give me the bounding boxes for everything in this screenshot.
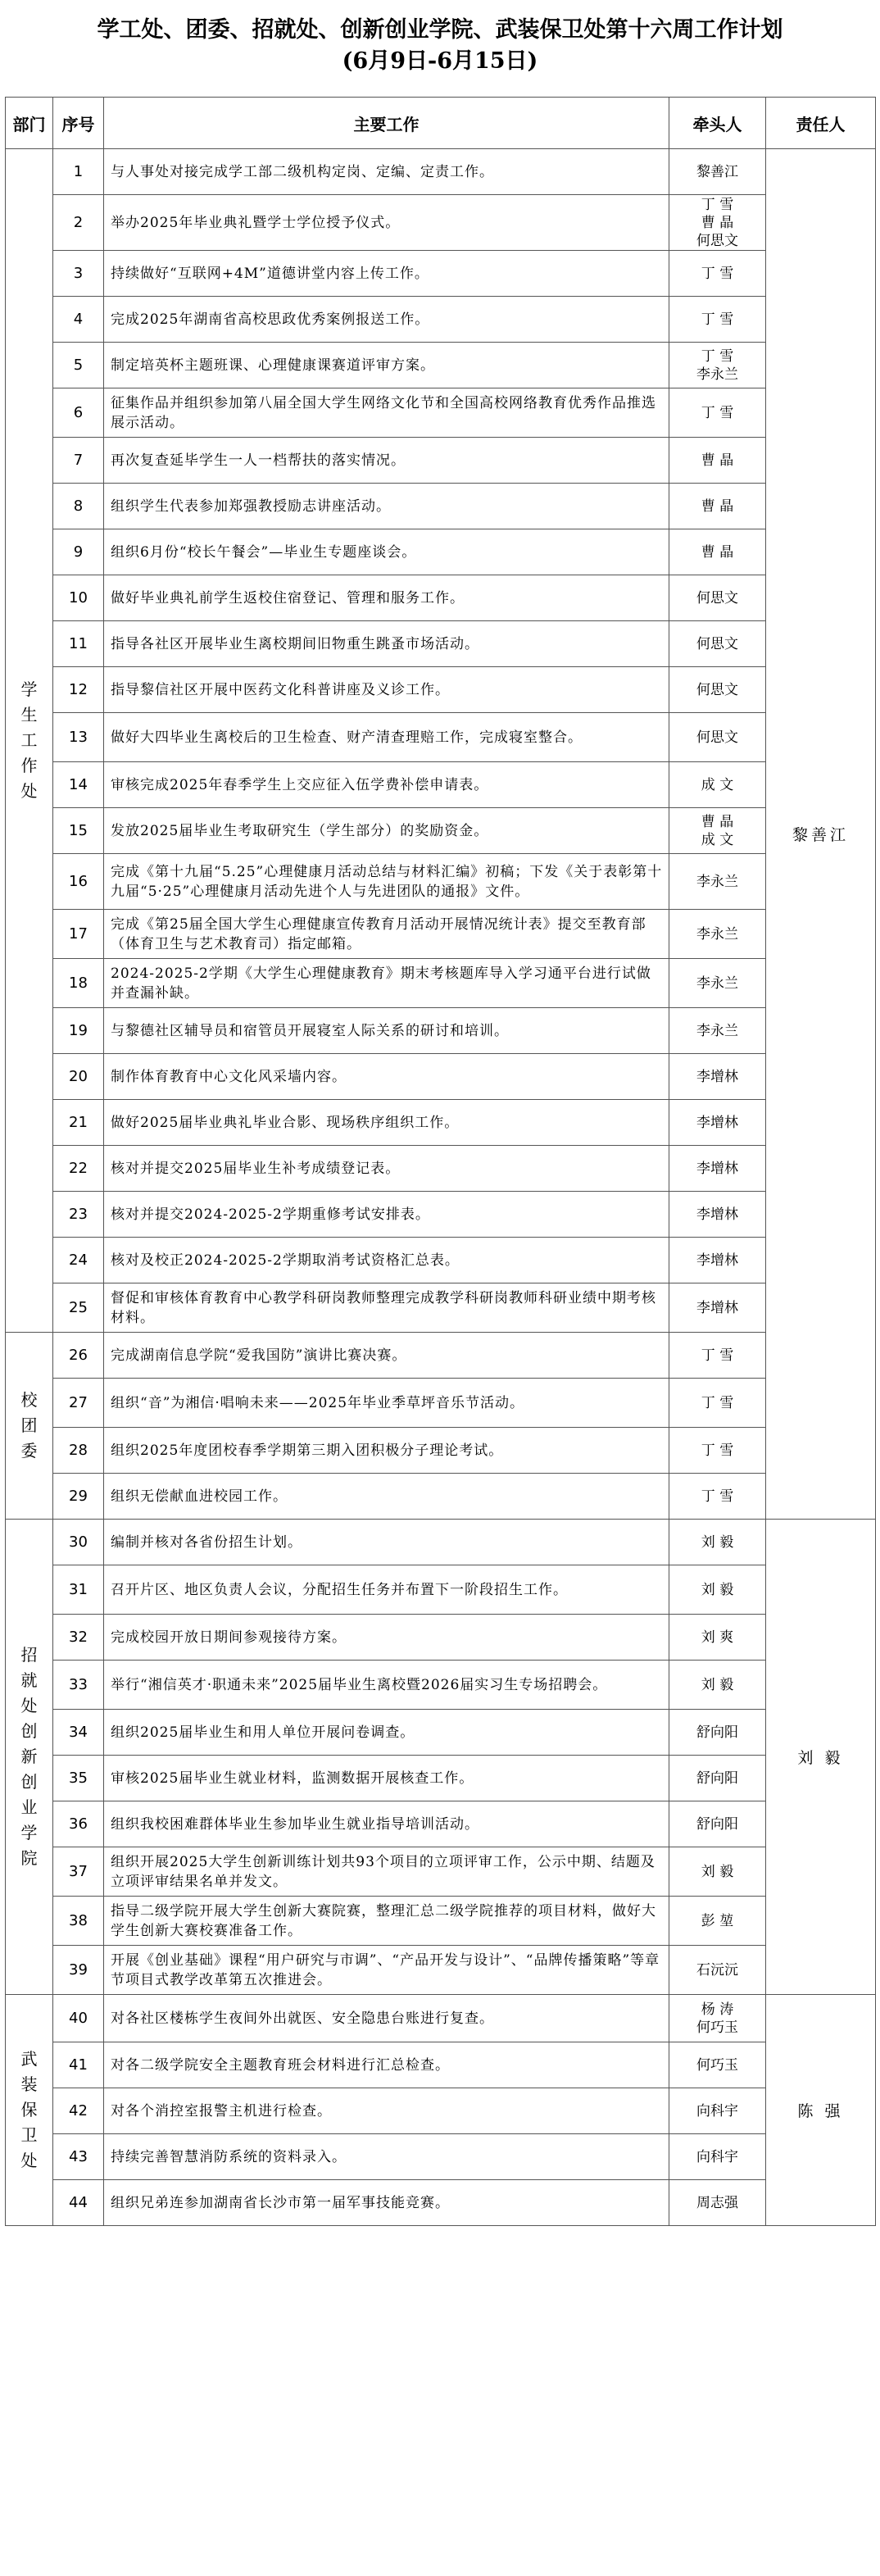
- row-number: 26: [53, 1333, 104, 1379]
- row-number: 3: [53, 251, 104, 297]
- task-text: 核对及校正2024-2025-2学期取消考试资格汇总表。: [104, 1238, 669, 1283]
- task-text: 指导黎信社区开展中医药文化科普讲座及义诊工作。: [104, 667, 669, 713]
- row-number: 13: [53, 713, 104, 762]
- row-number: 19: [53, 1008, 104, 1054]
- lead-person: 刘 毅: [669, 1520, 766, 1565]
- lead-person: 丁 雪: [669, 1428, 766, 1474]
- row-number: 30: [53, 1520, 104, 1565]
- task-text: 组织2025届毕业生和用人单位开展问卷调查。: [104, 1710, 669, 1756]
- row-number: 1: [53, 149, 104, 195]
- lead-person: 李永兰: [669, 910, 766, 959]
- row-number: 43: [53, 2134, 104, 2180]
- row-number: 36: [53, 1801, 104, 1847]
- row-number: 11: [53, 621, 104, 667]
- row-number: 2: [53, 195, 104, 251]
- task-text: 征集作品并组织参加第八届全国大学生网络文化节和全国高校网络教育优秀作品推选展示活动。: [104, 388, 669, 438]
- table-row: [6, 251, 876, 297]
- table-header-row: [6, 98, 876, 149]
- table-row: [6, 1238, 876, 1283]
- table-row: [6, 297, 876, 343]
- row-number: 40: [53, 1995, 104, 2042]
- table-row: [6, 388, 876, 438]
- lead-person: 丁 雪 李永兰: [669, 343, 766, 388]
- row-number: 32: [53, 1615, 104, 1661]
- table-row: [6, 1333, 876, 1379]
- responsible-person: 刘 毅: [766, 1520, 876, 1995]
- task-text: 2024-2025-2学期《大学生心理健康教育》期末考核题库导入学习通平台进行试做并查漏补缺。: [104, 959, 669, 1008]
- lead-person: 何巧玉: [669, 2042, 766, 2088]
- header-task: 主要工作: [104, 98, 669, 149]
- page-subtitle: (6月9日-6月15日): [342, 48, 538, 74]
- lead-person: 李增林: [669, 1238, 766, 1283]
- row-number: 20: [53, 1054, 104, 1100]
- page-title: 学工处、团委、招就处、创新创业学院、武装保卫处第十六周工作计划: [97, 17, 783, 43]
- table-row: [6, 1379, 876, 1428]
- row-number: 14: [53, 762, 104, 808]
- row-number: 7: [53, 438, 104, 484]
- table-row: [6, 484, 876, 529]
- row-number: 33: [53, 1661, 104, 1710]
- row-number: 15: [53, 808, 104, 854]
- lead-person: 刘 毅: [669, 1565, 766, 1615]
- task-text: 完成《第十九届“5.25”心理健康月活动总结与材料汇编》初稿；下发《关于表彰第十九届“5·25”心理健康月活动先进个人与先进团队的通报》文件。: [104, 854, 669, 910]
- task-text: 与黎德社区辅导员和宿管员开展寝室人际关系的研讨和培训。: [104, 1008, 669, 1054]
- table-row: [6, 438, 876, 484]
- row-number: 12: [53, 667, 104, 713]
- lead-person: 向科宇: [669, 2088, 766, 2134]
- lead-person: 成 文: [669, 762, 766, 808]
- lead-person: 李增林: [669, 1054, 766, 1100]
- task-text: 指导二级学院开展大学生创新大赛院赛，整理汇总二级学院推荐的项目材料，做好大学生创新大赛校赛准备工作。: [104, 1897, 669, 1946]
- lead-person: 丁 雪: [669, 1379, 766, 1428]
- table-row: [6, 195, 876, 251]
- task-text: 核对并提交2025届毕业生补考成绩登记表。: [104, 1146, 669, 1192]
- table-row: [6, 2180, 876, 2226]
- table-row: [6, 529, 876, 575]
- table-row: [6, 2134, 876, 2180]
- task-text: 指导各社区开展毕业生离校期间旧物重生跳蚤市场活动。: [104, 621, 669, 667]
- task-text: 组织6月份“校长午餐会”—毕业生专题座谈会。: [104, 529, 669, 575]
- lead-person: 舒向阳: [669, 1756, 766, 1801]
- lead-person: 杨 涛 何巧玉: [669, 1995, 766, 2042]
- table-row: [6, 1756, 876, 1801]
- task-text: 完成校园开放日期间参观接待方案。: [104, 1615, 669, 1661]
- row-number: 17: [53, 910, 104, 959]
- table-row: [6, 1008, 876, 1054]
- dept-label: 校团委: [20, 1390, 38, 1461]
- dept-label: 武装保卫处: [20, 2049, 38, 2170]
- lead-person: 周志强: [669, 2180, 766, 2226]
- row-number: 22: [53, 1146, 104, 1192]
- table-row: [6, 1661, 876, 1710]
- table-row: [6, 1847, 876, 1897]
- task-text: 持续完善智慧消防系统的资料录入。: [104, 2134, 669, 2180]
- table-row: [6, 713, 876, 762]
- table-body: [6, 149, 876, 2226]
- task-text: 组织开展2025大学生创新训练计划共93个项目的立项评审工作，公示中期、结题及立项评审结果名单并发文。: [104, 1847, 669, 1897]
- dept-cell: [6, 1995, 53, 2226]
- row-number: 41: [53, 2042, 104, 2088]
- dept-cell: [6, 1520, 53, 1995]
- dept-cell: [6, 1333, 53, 1520]
- lead-person: 丁 雪: [669, 1474, 766, 1520]
- table-row: [6, 575, 876, 621]
- row-number: 28: [53, 1428, 104, 1474]
- task-text: 审核完成2025年春季学生上交应征入伍学费补偿申请表。: [104, 762, 669, 808]
- task-text: 组织“音”为湘信·唱响未来——2025年毕业季草坪音乐节活动。: [104, 1379, 669, 1428]
- table-row: [6, 1946, 876, 1995]
- task-text: 召开片区、地区负责人会议，分配招生任务并布置下一阶段招生工作。: [104, 1565, 669, 1615]
- row-number: 25: [53, 1283, 104, 1333]
- table-row: [6, 1054, 876, 1100]
- lead-person: 李永兰: [669, 959, 766, 1008]
- task-text: 与人事处对接完成学工部二级机构定岗、定编、定责工作。: [104, 149, 669, 195]
- table-row: [6, 1897, 876, 1946]
- row-number: 9: [53, 529, 104, 575]
- table-row: [6, 1565, 876, 1615]
- row-number: 31: [53, 1565, 104, 1615]
- table-row: [6, 808, 876, 854]
- lead-person: 丁 雪: [669, 388, 766, 438]
- task-text: 编制并核对各省份招生计划。: [104, 1520, 669, 1565]
- table-row: [6, 2042, 876, 2088]
- row-number: 4: [53, 297, 104, 343]
- lead-person: 李增林: [669, 1146, 766, 1192]
- dept-label: 招就处创新创业学院: [20, 1645, 38, 1868]
- lead-person: 向科宇: [669, 2134, 766, 2180]
- task-text: 核对并提交2024-2025-2学期重修考试安排表。: [104, 1192, 669, 1238]
- task-text: 完成湖南信息学院“爱我国防”演讲比赛决赛。: [104, 1333, 669, 1379]
- lead-person: 丁 雪: [669, 251, 766, 297]
- table-row: [6, 762, 876, 808]
- lead-person: 舒向阳: [669, 1710, 766, 1756]
- row-number: 23: [53, 1192, 104, 1238]
- lead-person: 曹 晶: [669, 529, 766, 575]
- row-number: 39: [53, 1946, 104, 1995]
- dept-label: 学生工作处: [20, 679, 38, 801]
- row-number: 29: [53, 1474, 104, 1520]
- lead-person: 何思文: [669, 621, 766, 667]
- task-text: 完成《第25届全国大学生心理健康宣传教育月活动开展情况统计表》提交至教育部（体育卫生与艺术教育司）指定邮箱。: [104, 910, 669, 959]
- lead-person: 何思文: [669, 575, 766, 621]
- table-row: [6, 2088, 876, 2134]
- task-text: 组织学生代表参加郑强教授励志讲座活动。: [104, 484, 669, 529]
- task-text: 举行“湘信英才·职通未来”2025届毕业生离校暨2026届实习生专场招聘会。: [104, 1661, 669, 1710]
- lead-person: 李增林: [669, 1100, 766, 1146]
- lead-person: 何思文: [669, 667, 766, 713]
- row-number: 8: [53, 484, 104, 529]
- task-text: 制作体育教育中心文化风采墙内容。: [104, 1054, 669, 1100]
- lead-person: 丁 雪 曹 晶 何思文: [669, 195, 766, 251]
- row-number: 6: [53, 388, 104, 438]
- lead-person: 曹 晶 成 文: [669, 808, 766, 854]
- header-dept: 部门: [6, 98, 53, 149]
- row-number: 16: [53, 854, 104, 910]
- task-text: 发放2025届毕业生考取研究生（学生部分）的奖励资金。: [104, 808, 669, 854]
- table-row: [6, 667, 876, 713]
- lead-person: 何思文: [669, 713, 766, 762]
- task-text: 对各社区楼栋学生夜间外出就医、安全隐患台账进行复查。: [104, 1995, 669, 2042]
- table-row: [6, 959, 876, 1008]
- task-text: 组织我校困难群体毕业生参加毕业生就业指导培训活动。: [104, 1801, 669, 1847]
- task-text: 持续做好“互联网+4M”道德讲堂内容上传工作。: [104, 251, 669, 297]
- lead-person: 曹 晶: [669, 438, 766, 484]
- lead-person: 黎善江: [669, 149, 766, 195]
- task-text: 对各个消控室报警主机进行检查。: [104, 2088, 669, 2134]
- lead-person: 舒向阳: [669, 1801, 766, 1847]
- task-text: 组织2025年度团校春季学期第三期入团积极分子理论考试。: [104, 1428, 669, 1474]
- row-number: 38: [53, 1897, 104, 1946]
- row-number: 34: [53, 1710, 104, 1756]
- row-number: 37: [53, 1847, 104, 1897]
- row-number: 5: [53, 343, 104, 388]
- task-text: 制定培英杯主题班课、心理健康课赛道评审方案。: [104, 343, 669, 388]
- task-text: 督促和审核体育教育中心教学科研岗教师整理完成教学科研岗教师科研业绩中期考核材料。: [104, 1283, 669, 1333]
- lead-person: 李永兰: [669, 854, 766, 910]
- row-number: 24: [53, 1238, 104, 1283]
- task-text: 做好大四毕业生离校后的卫生检查、财产清查理赔工作，完成寝室整合。: [104, 713, 669, 762]
- lead-person: 李增林: [669, 1192, 766, 1238]
- lead-person: 李增林: [669, 1283, 766, 1333]
- row-number: 27: [53, 1379, 104, 1428]
- header-num: 序号: [53, 98, 104, 149]
- table-row: [6, 910, 876, 959]
- table-row: [6, 1995, 876, 2042]
- row-number: 21: [53, 1100, 104, 1146]
- responsible-person: 黎善江: [766, 149, 876, 1520]
- table-row: [6, 1520, 876, 1565]
- table-row: [6, 1283, 876, 1333]
- table-row: [6, 1474, 876, 1520]
- dept-cell: [6, 149, 53, 1333]
- lead-person: 刘 毅: [669, 1661, 766, 1710]
- task-text: 审核2025届毕业生就业材料，监测数据开展核查工作。: [104, 1756, 669, 1801]
- table-row: [6, 1615, 876, 1661]
- lead-person: 刘 毅: [669, 1847, 766, 1897]
- row-number: 42: [53, 2088, 104, 2134]
- lead-person: 丁 雪: [669, 297, 766, 343]
- row-number: 10: [53, 575, 104, 621]
- header-lead: 牵头人: [669, 98, 766, 149]
- task-text: 组织无偿献血进校园工作。: [104, 1474, 669, 1520]
- task-text: 做好毕业典礼前学生返校住宿登记、管理和服务工作。: [104, 575, 669, 621]
- task-text: 再次复查延毕学生一人一档帮扶的落实情况。: [104, 438, 669, 484]
- work-plan-table: [5, 97, 876, 2226]
- task-text: 举办2025年毕业典礼暨学士学位授予仪式。: [104, 195, 669, 251]
- task-text: 完成2025年湖南省高校思政优秀案例报送工作。: [104, 297, 669, 343]
- row-number: 44: [53, 2180, 104, 2226]
- row-number: 18: [53, 959, 104, 1008]
- task-text: 做好2025届毕业典礼毕业合影、现场秩序组织工作。: [104, 1100, 669, 1146]
- header-responsible: 责任人: [766, 98, 876, 149]
- table-row: [6, 1100, 876, 1146]
- table-row: [6, 1146, 876, 1192]
- table-row: [6, 343, 876, 388]
- responsible-person: 陈 强: [766, 1995, 876, 2226]
- lead-person: 石沅沅: [669, 1946, 766, 1995]
- table-row: [6, 1428, 876, 1474]
- table-row: [6, 149, 876, 195]
- task-text: 对各二级学院安全主题教育班会材料进行汇总检查。: [104, 2042, 669, 2088]
- task-text: 组织兄弟连参加湖南省长沙市第一届军事技能竞赛。: [104, 2180, 669, 2226]
- lead-person: 曹 晶: [669, 484, 766, 529]
- table-row: [6, 1710, 876, 1756]
- table-row: [6, 621, 876, 667]
- lead-person: 彭 堃: [669, 1897, 766, 1946]
- row-number: 35: [53, 1756, 104, 1801]
- lead-person: 刘 爽: [669, 1615, 766, 1661]
- lead-person: 李永兰: [669, 1008, 766, 1054]
- table-row: [6, 1192, 876, 1238]
- lead-person: 丁 雪: [669, 1333, 766, 1379]
- task-text: 开展《创业基础》课程“用户研究与市调”、“产品开发与设计”、“品牌传播策略”等章节项目式教学改革第五次推进会。: [104, 1946, 669, 1995]
- table-row: [6, 1801, 876, 1847]
- table-row: [6, 854, 876, 910]
